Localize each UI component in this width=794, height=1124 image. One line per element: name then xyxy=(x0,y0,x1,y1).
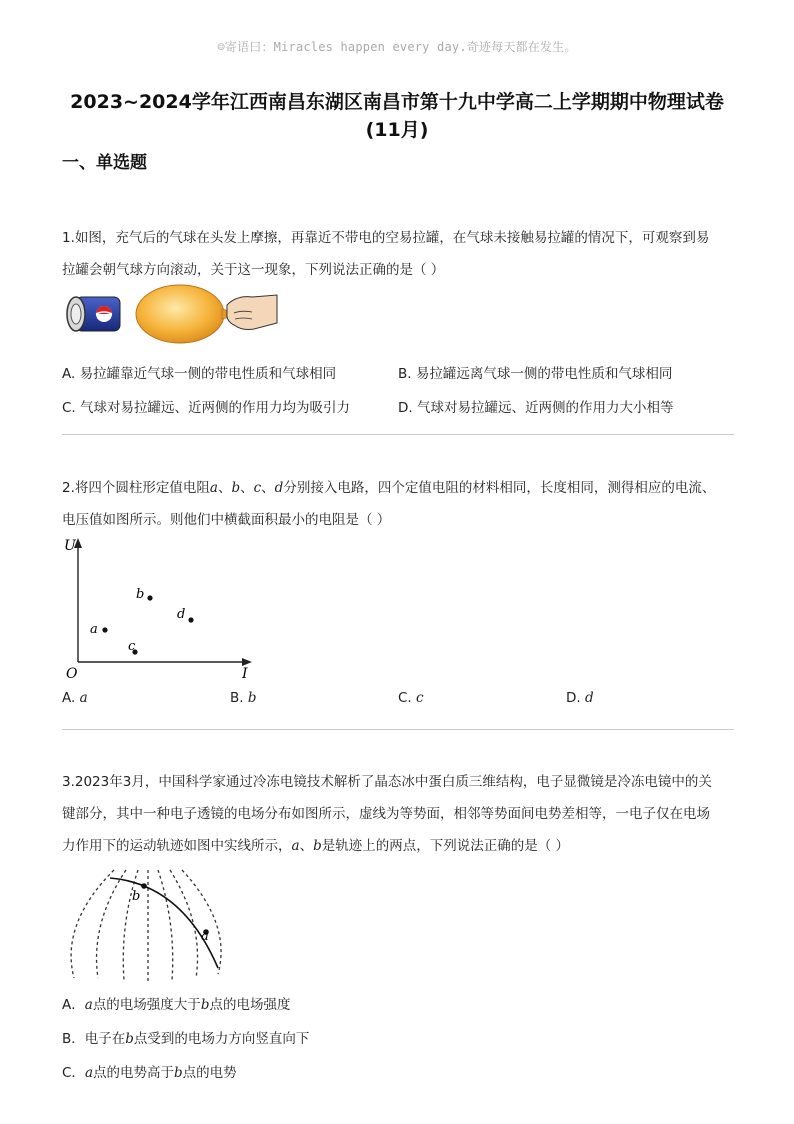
q2-sep: 、 xyxy=(261,480,275,496)
page-title xyxy=(40,88,754,144)
question-2-text xyxy=(62,472,742,536)
divider xyxy=(62,434,734,435)
q1-option-c[interactable]: C. 气球对易拉罐远、近两侧的作用力均为吸引力 xyxy=(62,400,351,416)
q1-option-b[interactable]: B. 易拉罐远离气球一侧的带电性质和气球相同 xyxy=(398,366,673,382)
q2-option-c[interactable] xyxy=(398,690,424,706)
q1-line-1: 1.如图，充气后的气球在头发上摩擦，再靠近不带电的空易拉罐，在气球未接触易拉罐的情况下，可观察到易 xyxy=(62,230,710,246)
option-value: d xyxy=(584,690,594,706)
option-var: a xyxy=(84,997,93,1013)
point-b-label: b xyxy=(136,587,145,602)
balloon-can-figure xyxy=(62,283,282,345)
title-line-2: (11月) xyxy=(365,119,429,141)
point-c-label: c xyxy=(128,639,136,654)
ui-graph xyxy=(60,532,260,680)
q3-var-a: a xyxy=(291,838,300,854)
i-axis-arrow-icon xyxy=(242,658,252,666)
divider xyxy=(62,729,734,730)
balloon xyxy=(136,285,230,343)
axis-u-label: U xyxy=(64,538,76,554)
q2-var-a: a xyxy=(209,480,218,496)
q3-option-c[interactable] xyxy=(62,1061,237,1081)
q3-line-3 xyxy=(62,830,742,862)
q2-text-post: 分别接入电路，四个定值电阻的材料相同，长度相同，测得相应的电流、 xyxy=(283,480,716,496)
q2-var-c: c xyxy=(253,480,262,496)
point-a-label: a xyxy=(90,622,98,637)
option-text: 点的电势 xyxy=(182,1065,237,1081)
q2-sep: 、 xyxy=(240,480,254,496)
q3-sep: 、 xyxy=(299,838,314,854)
point-b xyxy=(147,595,152,600)
q2-line-2: 电压值如图所示。则他们中横截面积最小的电阻是（ ） xyxy=(62,512,391,528)
option-text: 点受到的电场力方向竖直向下 xyxy=(133,1031,310,1047)
q2-var-d: d xyxy=(274,480,284,496)
point-a-label: a xyxy=(201,929,209,944)
soda-can xyxy=(67,297,120,331)
option-prefix: B．电子在 xyxy=(62,1031,126,1047)
q2-option-b[interactable] xyxy=(230,690,257,706)
q1-line-2: 拉罐会朝气球方向滚动，关于这一现象，下列说法正确的是（ ） xyxy=(62,262,445,278)
hand xyxy=(227,295,277,330)
q2-line-1 xyxy=(62,472,742,504)
option-var: a xyxy=(84,1065,93,1081)
q3-line-2: 键部分，其中一种电子透镜的电场分布如图所示，虚线为等势面，相邻等势面间电势差相等，一电子仅在电场 xyxy=(62,806,710,822)
watermark: ☺寄语曰：Miracles happen every day.奇迹每天都在发生。 xyxy=(217,40,577,54)
q3-text-post: 是轨迹上的两点，下列说法正确的是（ ） xyxy=(321,838,570,854)
option-prefix: A. xyxy=(62,690,80,706)
option-value: a xyxy=(79,690,88,706)
point-d xyxy=(188,617,193,622)
point-a xyxy=(102,627,107,632)
option-text: 点的电势高于 xyxy=(93,1065,174,1081)
point-b xyxy=(141,883,147,889)
equipotential-figure xyxy=(62,862,222,986)
q3-line-1: 3.2023年3月，中国科学家通过冷冻电镜技术解析了晶态冰中蛋白质三维结构，电子显微镜是冷冻电镜中的关 xyxy=(62,774,712,790)
option-prefix: C. xyxy=(398,690,417,706)
q2-text-pre: 2.将四个圆柱形定值电阻 xyxy=(62,480,210,496)
q2-sep: 、 xyxy=(217,480,232,496)
option-prefix: C． xyxy=(62,1065,85,1081)
q2-option-d[interactable] xyxy=(566,690,594,706)
axis-i-label: I xyxy=(242,666,248,680)
q2-option-a[interactable] xyxy=(62,690,88,706)
q3-var-b: b xyxy=(313,838,322,854)
point-d-label: d xyxy=(177,607,186,622)
option-value: b xyxy=(247,690,257,706)
option-var: b xyxy=(174,1065,183,1081)
origin-label: O xyxy=(66,666,78,680)
option-prefix: A． xyxy=(62,997,85,1013)
option-text: 点的电场强度大于 xyxy=(92,997,201,1013)
option-value: c xyxy=(416,690,424,706)
option-text: 点的电场强度 xyxy=(209,997,291,1013)
q1-option-a[interactable]: A. 易拉罐靠近气球一侧的带电性质和气球相同 xyxy=(62,366,337,382)
q3-option-b[interactable] xyxy=(62,1027,309,1047)
q2-var-b: b xyxy=(231,480,241,496)
option-var: b xyxy=(200,997,210,1013)
q1-option-d[interactable]: D. 气球对易拉罐远、近两侧的作用力大小相等 xyxy=(398,400,674,416)
option-prefix: D. xyxy=(566,690,585,706)
q3-option-a[interactable] xyxy=(62,993,290,1013)
q3-text-pre: 力作用下的运动轨迹如图中实线所示， xyxy=(62,838,292,854)
section-heading: 一、单选题 xyxy=(62,153,147,173)
option-prefix: B. xyxy=(230,690,248,706)
question-3-text xyxy=(62,766,742,862)
title-line-1: 2023~2024学年江西南昌东湖区南昌市第十九中学高二上学期期中物理试卷 xyxy=(70,91,724,113)
question-1-text xyxy=(62,222,742,286)
option-var: b xyxy=(125,1031,134,1047)
point-b-label: b xyxy=(132,889,141,904)
